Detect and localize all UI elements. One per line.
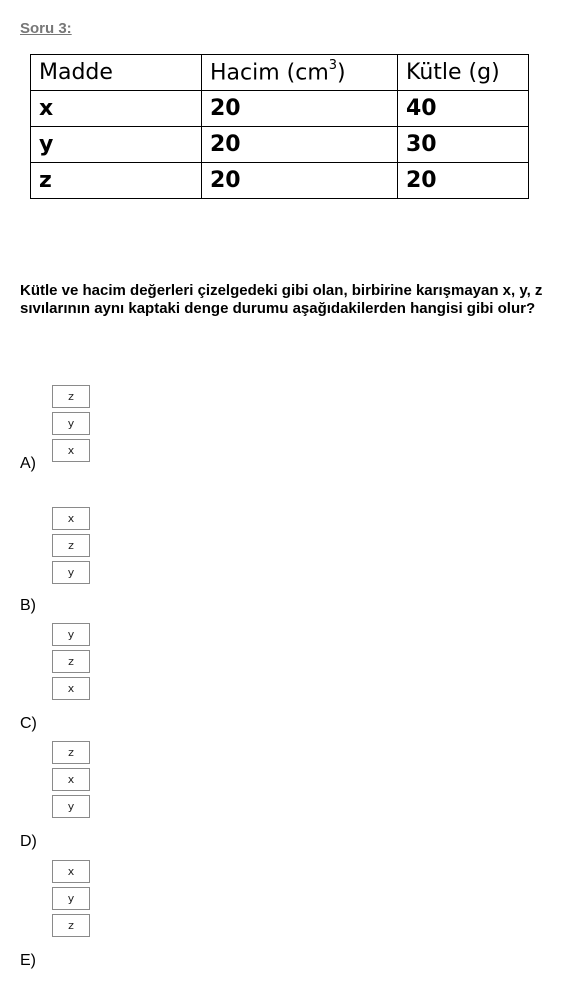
liquid-layer: x (52, 439, 90, 462)
option-letter: E) (20, 952, 36, 969)
liquid-layer: x (52, 507, 90, 530)
table-row (31, 163, 529, 199)
option-e[interactable] (20, 860, 140, 970)
header-hacim-close: ) (337, 60, 346, 86)
liquid-layer: y (52, 412, 90, 435)
mass-volume-table (30, 54, 529, 199)
liquid-layer: z (52, 741, 90, 764)
liquid-stack (52, 741, 90, 822)
option-b[interactable] (20, 507, 140, 617)
header-hacim (202, 55, 398, 91)
liquid-layer: y (52, 561, 90, 584)
header-hacim-text: Hacim (cm (210, 60, 329, 86)
header-kutle: Kütle (g) (398, 55, 529, 91)
liquid-stack (52, 860, 90, 941)
table-row (31, 127, 529, 163)
liquid-layer: z (52, 650, 90, 673)
question-text: Kütle ve hacim değerleri çizelgedeki gibi olan, birbirine karışmayan x, y, z sıvılarının aynı kaptaki denge durumu aşağıdakilerden hangisi gibi olur? (20, 282, 543, 317)
cell-kutle: 30 (398, 127, 529, 163)
cell-hacim: 20 (202, 163, 398, 199)
cell-madde: x (31, 91, 202, 127)
liquid-layer: y (52, 887, 90, 910)
header-madde: Madde (31, 55, 202, 91)
option-letter: D) (20, 833, 37, 850)
cell-madde: y (31, 127, 202, 163)
option-letter: A) (20, 455, 36, 472)
option-letter: C) (20, 715, 37, 732)
liquid-layer: z (52, 914, 90, 937)
option-letter: B) (20, 597, 36, 614)
cell-hacim: 20 (202, 127, 398, 163)
question-title: Soru 3: (20, 20, 72, 37)
liquid-stack (52, 623, 90, 704)
liquid-stack (52, 507, 90, 588)
liquid-layer: y (52, 623, 90, 646)
option-c[interactable] (20, 623, 140, 733)
liquid-layer: y (52, 795, 90, 818)
cell-kutle: 20 (398, 163, 529, 199)
table-header-row (31, 55, 529, 91)
header-hacim-superscript: 3 (328, 57, 338, 73)
liquid-stack (52, 385, 90, 466)
table-row (31, 91, 529, 127)
option-a[interactable] (20, 385, 140, 495)
liquid-layer: z (52, 385, 90, 408)
liquid-layer: x (52, 768, 90, 791)
liquid-layer: x (52, 677, 90, 700)
liquid-layer: z (52, 534, 90, 557)
liquid-layer: x (52, 860, 90, 883)
cell-madde: z (31, 163, 202, 199)
option-d[interactable] (20, 741, 140, 851)
cell-kutle: 40 (398, 91, 529, 127)
cell-hacim: 20 (202, 91, 398, 127)
